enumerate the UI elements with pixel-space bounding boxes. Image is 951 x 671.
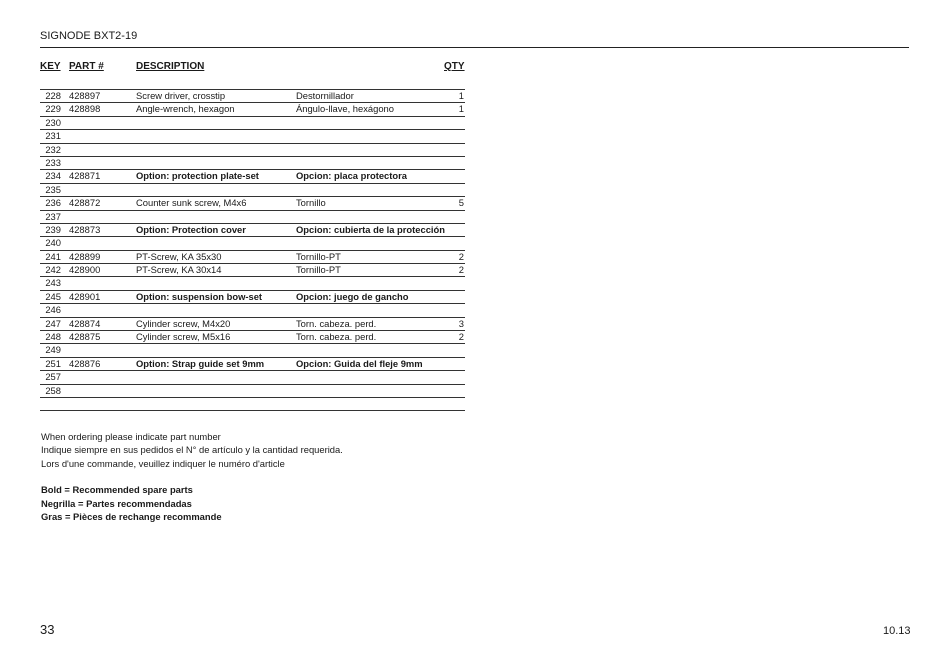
row-description-es: Tornillo-PT (296, 264, 341, 276)
table-end-divider (40, 410, 465, 411)
row-key: 234 (45, 170, 61, 182)
row-key: 235 (45, 183, 61, 195)
row-qty: 2 (458, 264, 464, 276)
page-number: 33 (40, 622, 55, 637)
row-description: Cylinder screw, M4x20 (136, 317, 231, 329)
row-part-number: 428873 (69, 223, 101, 235)
column-header-qty: QTY (444, 61, 465, 72)
table-row (40, 89, 465, 103)
edition-date: 10.13 (883, 625, 911, 637)
parts-table (40, 89, 465, 398)
column-header-description: DESCRIPTION (136, 61, 205, 72)
row-description: Option: suspension bow-set (136, 290, 263, 302)
row-key: 257 (45, 371, 61, 383)
row-key: 231 (45, 130, 61, 142)
row-key: 239 (45, 223, 61, 235)
row-description: Screw driver, crosstip (136, 90, 226, 101)
table-row (40, 170, 465, 183)
row-description-es: Opcion: cubierta de la protección (296, 223, 445, 235)
document-title: SIGNODE BXT2-19 (40, 30, 138, 42)
row-qty: 2 (458, 331, 464, 343)
legend-bold-en: Bold = Recommended spare parts (41, 484, 193, 495)
row-key: 229 (45, 103, 61, 115)
row-key: 249 (45, 344, 61, 356)
table-row (40, 304, 465, 317)
row-qty: 2 (458, 250, 464, 262)
row-qty: 3 (458, 317, 464, 329)
row-key: 246 (45, 304, 61, 316)
table-row (40, 358, 465, 371)
row-key: 243 (45, 277, 61, 289)
row-description: Angle-wrench, hexagon (136, 103, 235, 115)
header-divider (40, 47, 909, 48)
table-row (40, 157, 465, 170)
row-key: 245 (45, 290, 61, 302)
row-description-es: Ángulo-llave, hexágono (296, 103, 394, 115)
row-part-number: 428901 (69, 290, 101, 302)
row-part-number: 428871 (69, 170, 101, 182)
table-row (40, 291, 465, 304)
table-row (40, 264, 465, 277)
row-key: 237 (45, 210, 61, 222)
row-part-number: 428872 (69, 197, 101, 209)
table-row (40, 344, 465, 357)
row-key: 251 (45, 357, 61, 369)
row-description-es: Opcion: juego de gancho (296, 290, 409, 302)
row-description-es: Tornillo-PT (296, 250, 341, 262)
row-part-number: 428874 (69, 317, 101, 329)
row-part-number: 428876 (69, 357, 101, 369)
table-row (40, 251, 465, 264)
row-key: 236 (45, 197, 61, 209)
row-description: Option: Strap guide set 9mm (136, 357, 265, 369)
table-row (40, 277, 465, 290)
row-part-number: 428875 (69, 331, 101, 343)
row-qty: 5 (458, 197, 464, 209)
legend-bold-fr: Gras = Pièces de rechange recommande (41, 511, 222, 522)
row-key: 232 (45, 143, 61, 155)
ordering-note-en: When ordering please indicate part number (41, 431, 221, 442)
row-qty: 1 (458, 103, 464, 115)
table-row (40, 103, 465, 116)
row-part-number: 428899 (69, 250, 101, 262)
row-key: 230 (45, 116, 61, 128)
row-key: 248 (45, 331, 61, 343)
ordering-note-es: Indique siempre en sus pedidos el N° de artículo y la cantidad requerida. (41, 444, 343, 455)
row-key: 242 (45, 264, 61, 276)
row-key: 247 (45, 317, 61, 329)
legend-bold-es: Negrilla = Partes recommendadas (41, 498, 192, 509)
column-header-part-number: PART # (69, 61, 104, 72)
ordering-note-fr: Lors d'une commande, veuillez indiquer le numéro d'article (41, 458, 285, 469)
row-key: 233 (45, 156, 61, 168)
row-description: Counter sunk screw, M4x6 (136, 197, 247, 209)
row-description-es: Opcion: Guida del fleje 9mm (296, 357, 423, 369)
table-row (40, 184, 465, 197)
row-description-es: Opcion: placa protectora (296, 170, 407, 182)
table-row (40, 211, 465, 224)
row-description: Option: protection plate-set (136, 170, 259, 182)
row-qty: 1 (458, 90, 464, 101)
table-row (40, 117, 465, 130)
table-row (40, 224, 465, 237)
table-row (40, 371, 465, 384)
row-key: 228 (45, 90, 61, 101)
row-description: Cylinder screw, M5x16 (136, 331, 231, 343)
row-description: Option: Protection cover (136, 223, 246, 235)
table-row (40, 318, 465, 331)
table-row (40, 385, 465, 398)
table-row (40, 237, 465, 250)
table-row (40, 130, 465, 143)
row-key: 241 (45, 250, 61, 262)
row-part-number: 428897 (69, 90, 101, 101)
row-description-es: Torn. cabeza. perd. (296, 331, 377, 343)
row-description-es: Tornillo (296, 197, 326, 209)
row-description: PT-Screw, KA 35x30 (136, 250, 222, 262)
row-description: PT-Screw, KA 30x14 (136, 264, 222, 276)
table-row (40, 331, 465, 344)
column-header-key: KEY (40, 61, 61, 72)
table-row (40, 144, 465, 157)
row-key: 240 (45, 237, 61, 249)
row-description-es: Destornillador (296, 90, 354, 101)
table-row (40, 197, 465, 210)
row-part-number: 428900 (69, 264, 101, 276)
row-part-number: 428898 (69, 103, 101, 115)
row-description-es: Torn. cabeza. perd. (296, 317, 377, 329)
row-key: 258 (45, 384, 61, 396)
